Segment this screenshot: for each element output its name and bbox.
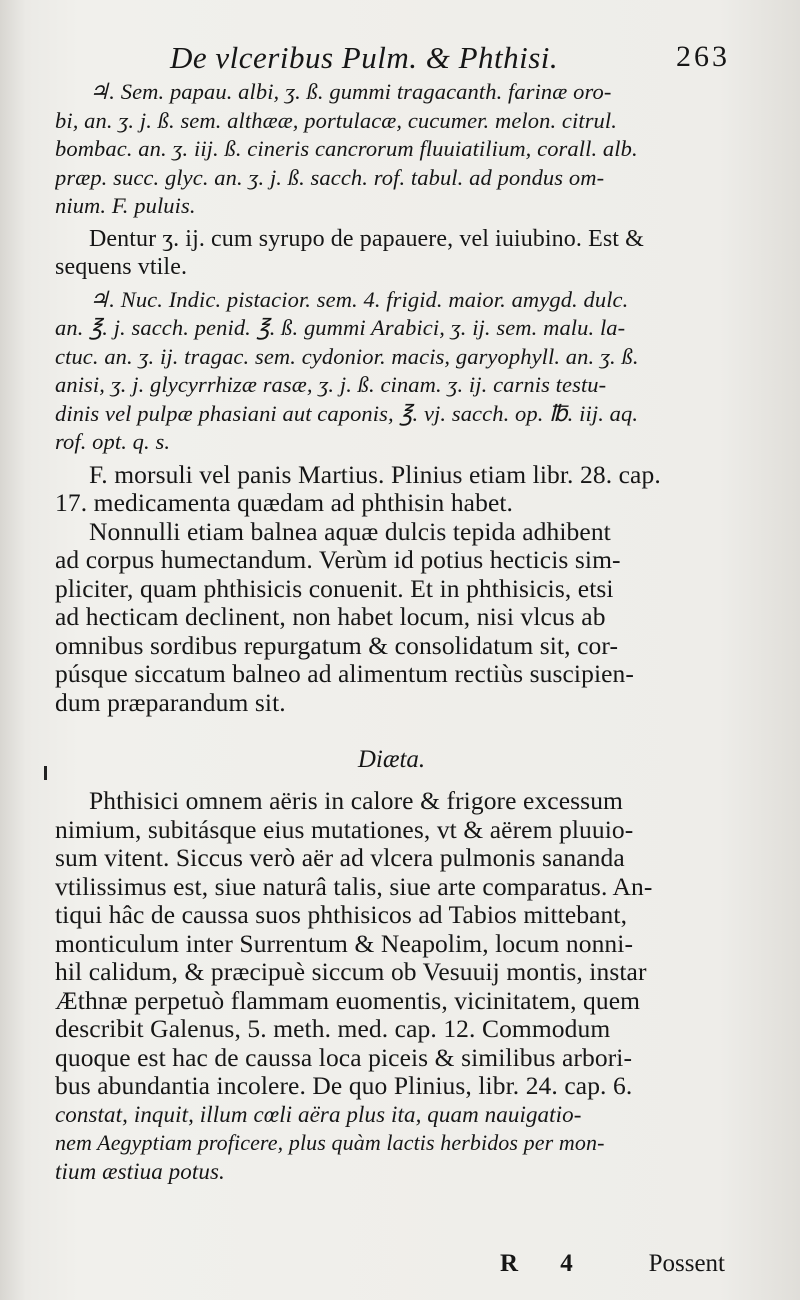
body-text [55,78,728,1186]
text-line: sequens vtile. [55,254,188,280]
text-line: describit Galenus, 5. meth. med. cap. 12. Commodum [55,1015,611,1043]
text-line: constat, inquit, illum cœli aëra plus ita, quam nauigatio- [55,1101,582,1127]
text-line: ad hecticam declinent, non habet locum, nisi vlcus ab [55,603,606,631]
running-title: De vlceribus Pulm. & Phthisi. [170,40,559,75]
text-line: bi, an. ʒ. j. ß. sem. althææ, portulacæ, cucumer. melon. citrul. [55,107,617,133]
text-line: F. morsuli vel panis Martius. Plinius etiam libr. 28. cap. [89,460,661,489]
section-title: Diæta. [357,746,426,773]
text-line: omnibus sordibus repurgatum & consolidatum sit, cor- [55,631,619,660]
text-line: vtilissimus est, siue naturâ talis, siue arte comparatus. An- [55,872,653,901]
text-line: Nonnulli etiam balnea aquæ dulcis tepida adhibent [89,517,611,546]
margin-mark [44,766,47,780]
text-line: dum præparandum sit. [55,688,286,717]
text-line: Dentur ʒ. ij. cum syrupo de papauere, vel iuiubino. Est & [89,225,644,252]
text-line: monticulum inter Surrentum & Neapolim, locum nonni- [55,929,634,958]
text-line: pliciter, quam phthisicis conuenit. Et in phthisicis, etsi [55,574,614,603]
text-line: bombac. an. ʒ. iij. ß. cineris cancrorum fluuiatilium, corall. alb. [55,136,638,161]
paragraph-dentur [55,225,728,282]
text-line: nem Aegyptiam proficere, plus quàm lactis herbidos per mon- [55,1130,605,1155]
text-line: tiqui hâc de caussa suos phthisicos ad Tabios mittebant, [55,901,628,929]
text-line: quoque est hac de caussa loca piceis & similibus arbori- [55,1043,633,1072]
text-line: ad corpus humectandum. Verùm id potius hecticis sim- [55,546,621,574]
text-line: ♃. Nuc. Indic. pistacior. sem. 4. frigid. maior. amygd. dulc. [89,286,629,312]
text-line: 17. medicamenta quædam ad phthisin habet. [55,489,514,517]
text-line: dinis vel pulpæ phasiani aut caponis, ℥. vj. sacch. op. ℔. iij. aq. [55,400,639,426]
signature-mark: R 4 [500,1250,591,1277]
text-line: Phthisici omnem aëris in calore & frigore excessum [89,787,623,815]
text-line: an. ℥. j. sacch. penid. ℥. ß. gummi Arabici, ʒ. ij. sem. malu. la- [55,315,626,340]
paragraph-balnea [55,518,728,718]
text-line: ctuc. an. ʒ. ij. tragac. sem. cydonior. macis, garyophyll. an. ʒ. ß. [55,343,639,369]
text-line: púsque siccatum balneo ad alimentum rectiùs suscipien- [55,660,634,688]
text-line: nimium, subitásque eius mutationes, vt & aërem pluuio- [55,815,634,844]
paragraph-morsuli [55,461,728,518]
text-line: hil calidum, & præcipuè siccum ob Vesuuij montis, instar [55,958,647,986]
page-number: 263 [676,40,730,73]
page-footer [55,1250,725,1286]
recipe-morsuli [55,286,728,457]
text-line: præp. succ. glyc. an. ʒ. j. ß. sacch. rof. tabul. ad pondus om- [55,164,605,190]
text-line: rof. opt. q. s. [55,429,171,454]
text-line: nium. F. puluis. [55,193,196,218]
text-line: tium æstiua potus. [55,1158,225,1184]
text-line: sum vitent. Siccus verò aër ad vlcera pulmonis sananda [55,844,625,872]
recipe-powder [55,78,728,221]
text-line: bus abundantia incolere. De quo Plinius, libr. 24. cap. 6. [55,1072,633,1100]
text-line: Æthnæ perpetuò flammam euomentis, vicinitatem, quem [55,986,641,1015]
text-line: ♃. Sem. papau. albi, ʒ. ß. gummi tragacanth. farinæ oro- [89,79,612,104]
paragraph-dieta [55,787,728,1186]
catchword: Possent [648,1250,725,1277]
text-line: anisi, ʒ. j. glycyrrhizæ rasæ, ʒ. j. ß. cinam. ʒ. ij. carnis testu- [55,372,607,397]
